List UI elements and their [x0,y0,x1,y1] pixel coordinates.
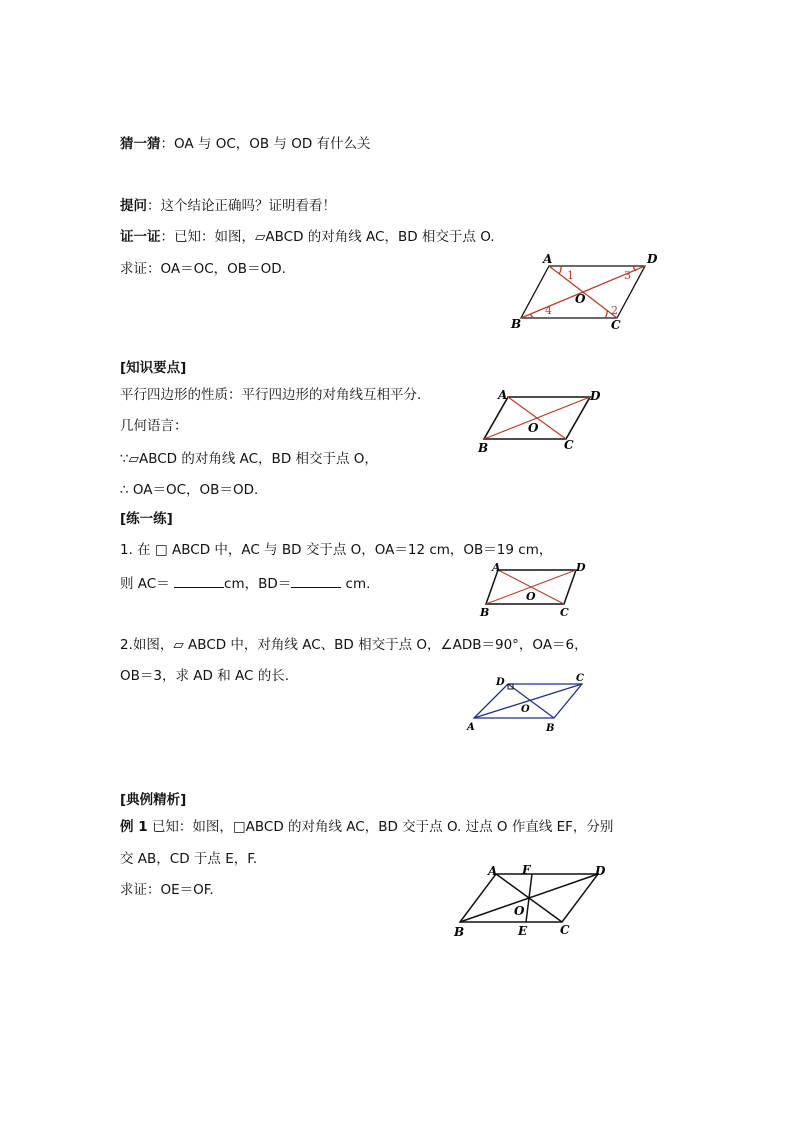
proof-label: 证一证 [120,229,161,245]
guess-label: 猜一猜 [120,136,161,152]
label-c: C [560,923,570,937]
label-f: F [522,863,531,877]
figure-example-1 [450,860,610,942]
figure-parallelogram-property [474,385,604,457]
knowledge-property: 平行四边形的性质：平行四边形的对角线互相平分. [120,387,422,403]
label-b: B [480,606,490,619]
proof-known-line [120,227,495,247]
label-d: D [595,864,606,878]
label-e: E [518,924,528,938]
angle-3: 3 [624,269,631,282]
label-d: D [590,389,601,403]
label-d: D [647,252,658,266]
q1-mid: cm，BD＝ [224,576,292,592]
angle-2: 2 [611,304,618,317]
question-line [120,196,336,216]
angle-4: 4 [545,304,552,317]
question-text: ：这个结论正确吗？证明看看！ [147,198,336,214]
knowledge-because: ∵▱ABCD 的对角线 AC，BD 相交于点 O， [120,451,378,467]
label-b: B [546,723,555,734]
question-label: 提问 [120,198,147,214]
knowledge-geo-language: 几何语言： [120,418,188,434]
figure-parallelogram-angles [505,252,665,334]
label-c: C [611,318,621,332]
blank-ac[interactable] [174,573,224,588]
label-a: A [498,388,508,402]
practice-q2-line1: 2.如图，▱ ABCD 中，对角线 AC、BD 相交于点 O，∠ADB＝90°，OA＝6， [120,637,588,653]
practice-q1-line2 [120,573,370,594]
q1-prefix: 则 AC＝ [120,576,175,592]
label-b: B [454,925,465,939]
label-d: D [496,677,505,688]
angle-1: 1 [567,269,574,282]
label-c: C [560,606,569,619]
label-a: A [492,561,501,574]
example-heading: [典例精析] [120,792,187,808]
label-o: O [514,904,525,918]
knowledge-therefore: ∴ OA＝OC，OB＝OD. [120,482,259,498]
label-d: D [576,561,586,574]
proof-prove-line: 求证：OA＝OC，OB＝OD. [120,261,286,277]
label-o: O [526,590,536,603]
label-b: B [478,441,489,455]
label-c: C [564,438,574,452]
label-o: O [575,292,586,306]
example-prove: 求证：OE＝OF. [120,882,214,898]
practice-q1-line1: 1. 在 □ ABCD 中，AC 与 BD 交于点 O，OA＝12 cm，OB＝19 cm， [120,542,553,558]
example-line1 [120,817,613,837]
knowledge-heading: [知识要点] [120,360,187,376]
label-a: A [543,252,553,266]
example-line2: 交 AB，CD 于点 E，F. [120,851,258,867]
example-label: 例 1 [120,819,148,835]
blank-bd[interactable] [291,573,341,588]
guess-text: ：OA 与 OC，OB 与 OD 有什么关 [160,136,371,152]
practice-heading: [练一练] [120,511,173,527]
example-text: 已知：如图，□ABCD 的对角线 AC，BD 交于点 O. 过点 O 作直线 EF，分别 [147,819,614,835]
label-a: A [488,864,498,878]
guess-line [120,134,371,154]
label-c: C [576,673,584,684]
q1-suffix: cm. [341,576,371,592]
figure-practice-2 [464,672,594,734]
label-a: A [467,722,475,733]
label-b: B [511,317,522,331]
proof-known: ：已知：如图，▱ABCD 的对角线 AC，BD 相交于点 O. [160,229,495,245]
practice-q2-line2: OB＝3，求 AD 和 AC 的长. [120,668,289,684]
label-o: O [528,421,539,435]
figure-practice-1 [476,558,591,620]
label-o: O [521,704,530,715]
